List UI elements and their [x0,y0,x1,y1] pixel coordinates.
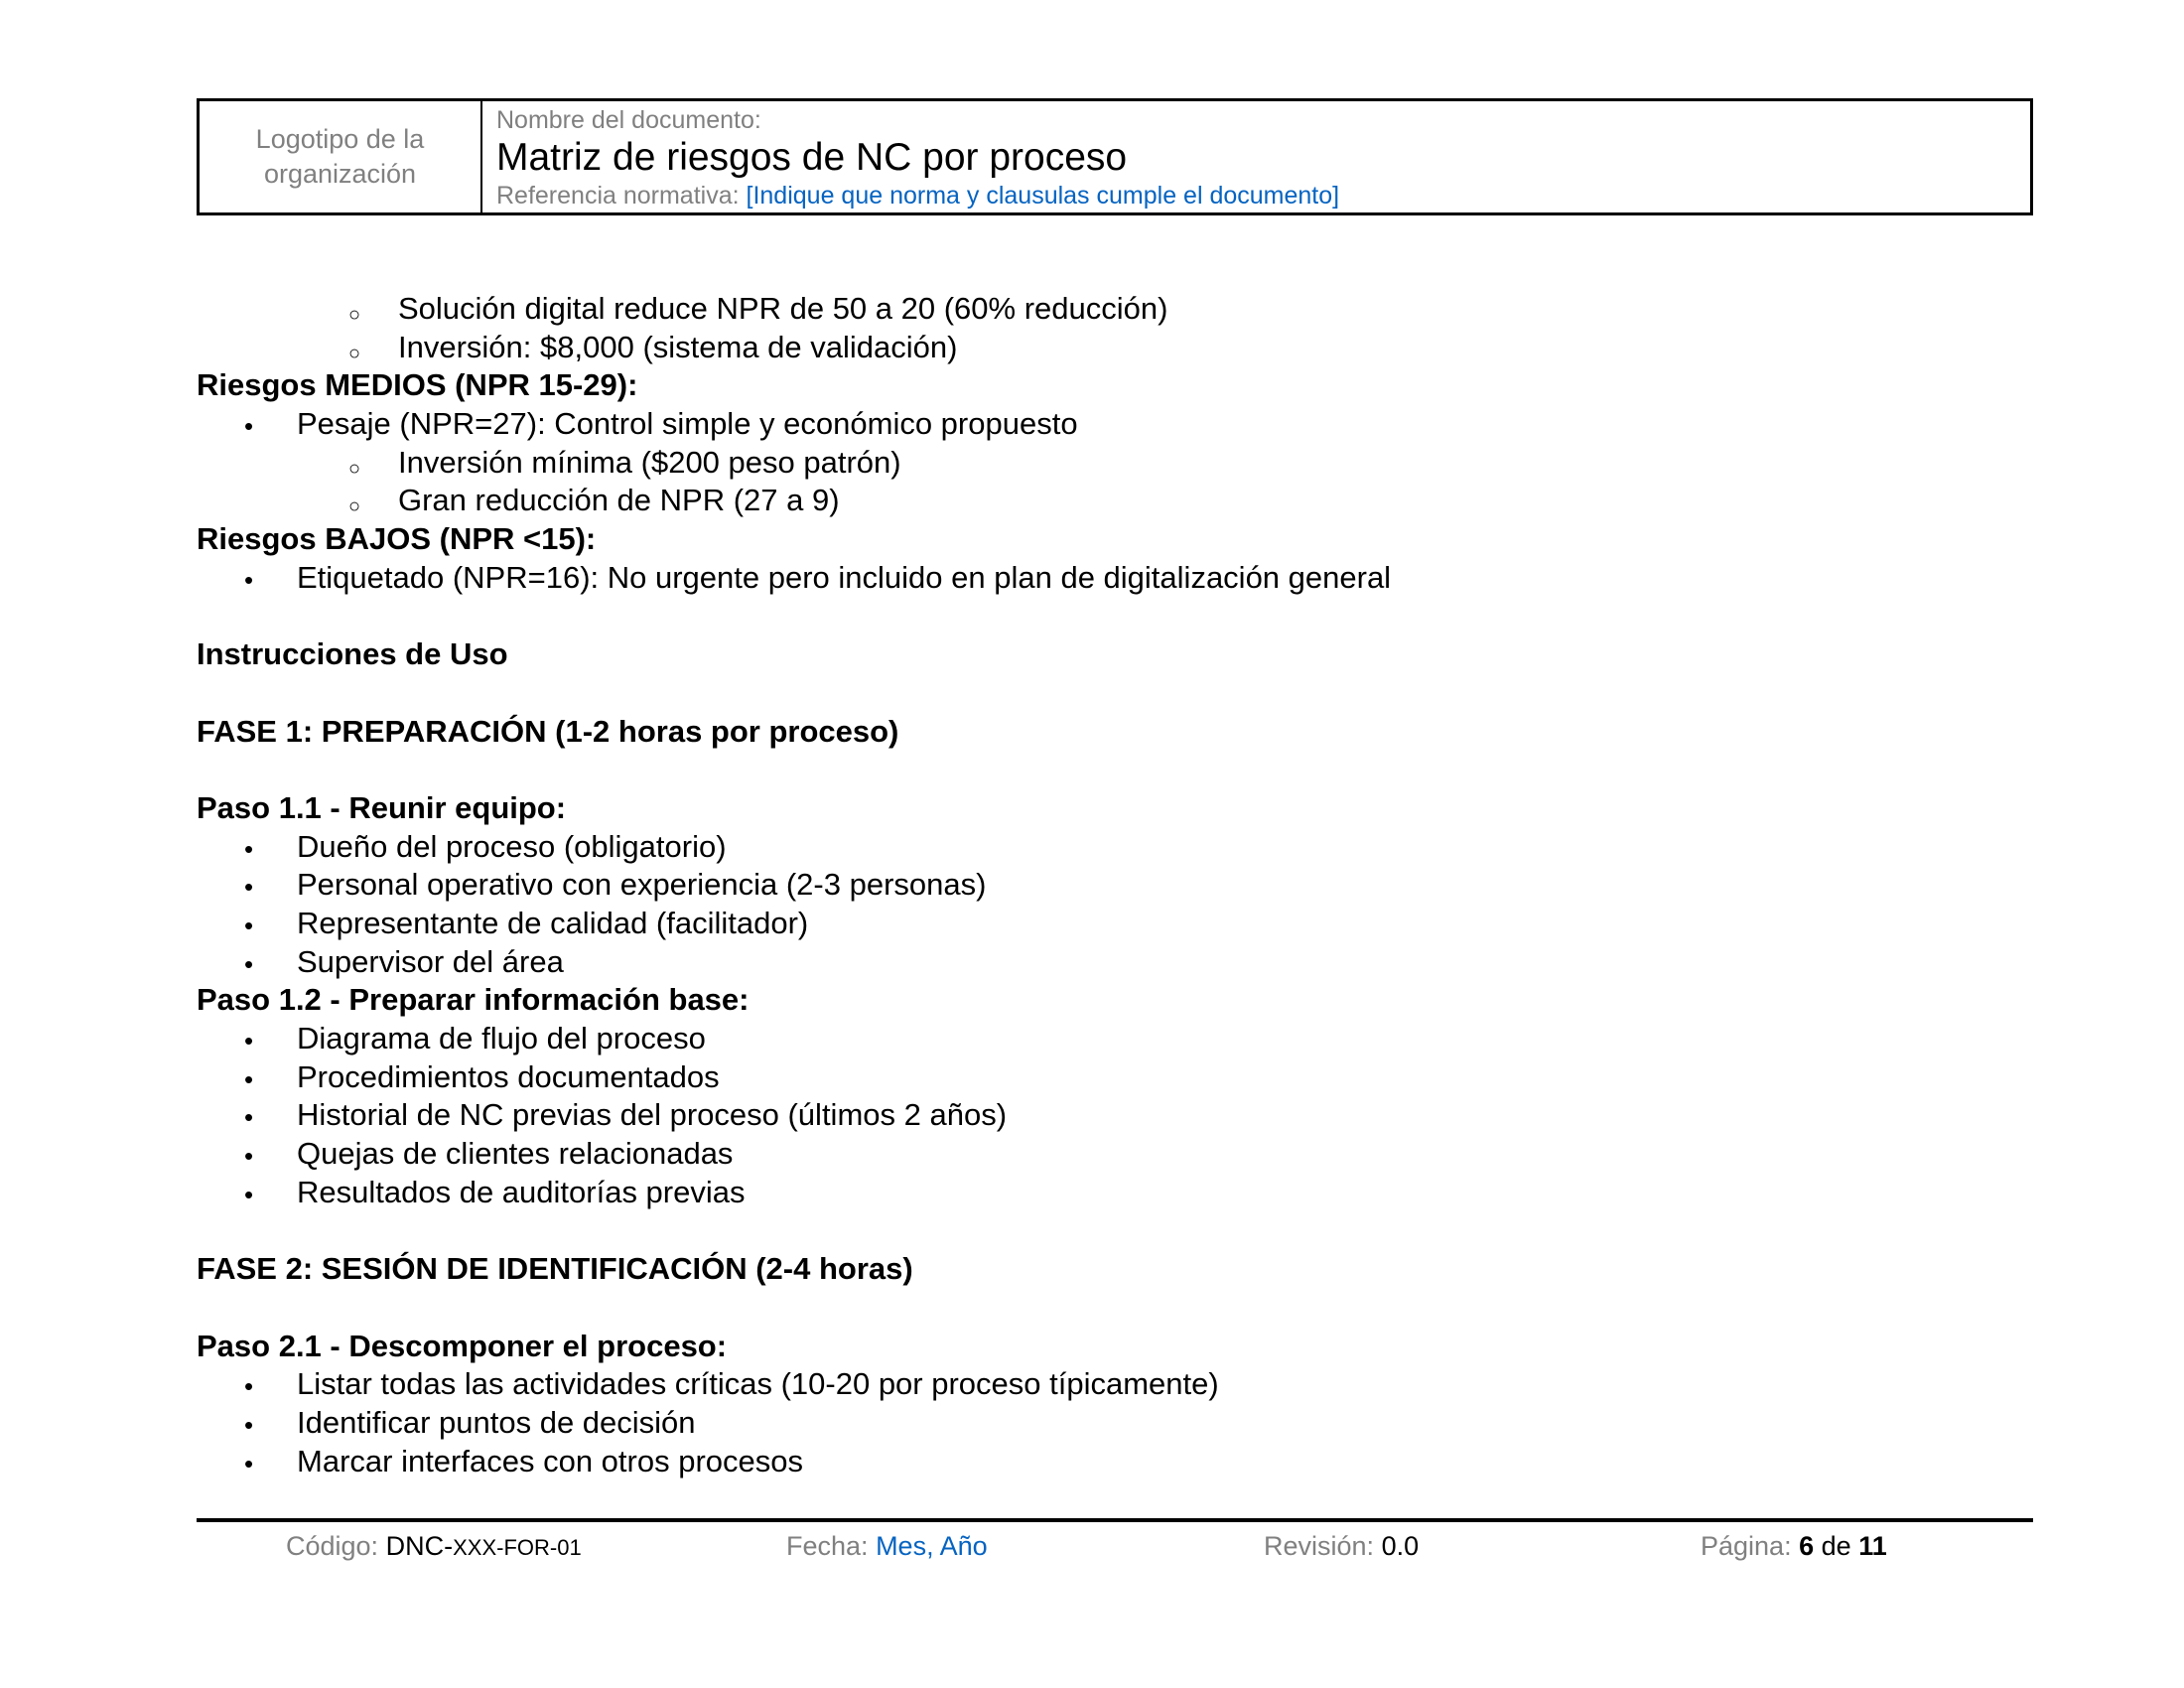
line-text: Resultados de auditorías previas [297,1174,746,1209]
bullet-dot-icon: • [244,911,254,940]
section-heading [197,520,2033,559]
bullet-dot-icon: • [244,872,254,903]
bullet-item [197,1365,2033,1404]
footer-divider [197,1518,2033,1522]
line-text: Procedimientos documentados [297,1058,720,1094]
bullet-item [197,1174,2033,1212]
line-text: Marcar interfaces con otros procesos [297,1443,803,1478]
revision-value: 0.0 [1381,1531,1420,1561]
reference-value: [Indique que norma y clausulas cumple el documento] [746,182,1340,210]
logo-placeholder [200,101,482,212]
bullet-item [197,1096,2033,1135]
bullet-item [197,1020,2033,1058]
line-text: Inversión: $8,000 (sistema de validación) [398,329,958,364]
section-heading [197,635,2033,674]
bullet-dot-icon: • [244,564,254,595]
code-value: XXX-FOR-01 [453,1535,582,1560]
bullet-dot-icon: • [244,1141,254,1172]
section-heading [197,1328,2033,1366]
line-text: Pesaje (NPR=27): Control simple y económico propuesto [297,406,1078,442]
bullet-item [197,943,2033,982]
page-current: 6 [1799,1531,1815,1561]
line-text: Solución digital reduce NPR de 50 a 20 (60% reducción) [398,291,1168,326]
doc-name-label: Nombre del documento: [496,106,761,134]
bullet-circle-icon: ○ [348,457,361,480]
logo-placeholder-line1: Logotipo de la [255,124,425,154]
section-heading [197,981,2033,1020]
reference-line [496,181,2030,211]
bullet-item [197,828,2033,867]
code-prefix: DNC- [385,1531,454,1561]
bullet-item [197,866,2033,905]
blank-line [197,1289,2033,1328]
bullet-dot-icon: • [244,1102,254,1133]
bullet-item [197,1404,2033,1443]
code-label: Código: [286,1531,379,1561]
bullet-item [197,405,2033,444]
bullet-dot-icon: • [244,833,254,864]
line-text: FASE 2: SESIÓN DE IDENTIFICACIÓN (2-4 horas) [197,1251,913,1287]
bullet-dot-icon: • [244,1371,254,1402]
blank-line [197,598,2033,636]
bullet-dot-icon: • [244,1063,254,1094]
bullet-dot-icon: • [244,948,254,979]
bullet-dot-icon: • [244,411,254,442]
date-value: Mes, Año [876,1531,988,1561]
footer-revision [1264,1529,1419,1563]
bullet-dot-icon: • [244,1409,254,1440]
line-text: Paso 1.2 - Preparar información base: [197,982,750,1018]
logo-placeholder-line2: organización [263,159,417,189]
bullet-dot-icon: • [244,1448,254,1478]
date-label: Fecha: [786,1531,869,1561]
document-header-table [197,98,2033,215]
footer-page [1701,1529,1887,1563]
document-info [482,101,2030,212]
line-text: Identificar puntos de decisión [297,1404,696,1440]
sub-bullet-item [197,482,2033,520]
bullet-item [197,1443,2033,1481]
bullet-dot-icon: • [244,1026,254,1056]
section-heading [197,713,2033,752]
line-text: Paso 1.1 - Reunir equipo: [197,789,567,825]
line-text: Inversión mínima ($200 peso patrón) [398,444,901,480]
sub-bullet-item [197,444,2033,483]
sub-bullet-item [197,329,2033,367]
footer-date [786,1529,988,1563]
bullet-circle-icon: ○ [348,495,361,518]
sub-bullet-item [197,290,2033,329]
line-text: Etiquetado (NPR=16): No urgente pero incluido en plan de digitalización general [297,559,1392,595]
line-text: Paso 2.1 - Descomponer el proceso: [197,1328,728,1363]
page-of: de [1821,1531,1851,1561]
bullet-item [197,1135,2033,1174]
section-heading [197,789,2033,828]
revision-label: Revisión: [1264,1531,1375,1561]
bullet-dot-icon: • [244,1179,254,1209]
line-text: Supervisor del área [297,943,564,979]
bullet-item [197,905,2033,943]
bullet-circle-icon: ○ [348,342,361,364]
page-label: Página: [1701,1531,1792,1561]
line-text: Representante de calidad (facilitador) [297,906,809,940]
line-text: Gran reducción de NPR (27 a 9) [398,483,840,518]
bullet-item [197,1058,2033,1097]
line-text: FASE 1: PREPARACIÓN (1-2 horas por proceso) [197,713,899,749]
section-heading [197,1250,2033,1289]
line-text: Historial de NC previas del proceso (últimos 2 años) [297,1097,1008,1133]
line-text: Personal operativo con experiencia (2-3 personas) [297,867,987,903]
line-text: Instrucciones de Uso [197,636,508,672]
line-text: Quejas de clientes relacionadas [297,1136,734,1172]
line-text: Diagrama de flujo del proceso [297,1021,706,1056]
section-heading [197,366,2033,405]
footer-code [286,1529,582,1565]
reference-label: Referencia normativa: [496,182,740,210]
line-text: Riesgos MEDIOS (NPR 15-29): [197,367,638,403]
line-text: Listar todas las actividades críticas (10-20 por proceso típicamente) [297,1366,1219,1402]
doc-title: Matriz de riesgos de NC por proceso [496,136,1128,179]
line-text: Riesgos BAJOS (NPR <15): [197,521,597,557]
page-total: 11 [1858,1531,1887,1561]
line-text: Dueño del proceso (obligatorio) [297,828,727,864]
blank-line [197,1212,2033,1251]
bullet-circle-icon: ○ [348,304,361,326]
blank-line [197,674,2033,713]
document-body [197,290,2033,1480]
bullet-item [197,559,2033,598]
blank-line [197,751,2033,789]
